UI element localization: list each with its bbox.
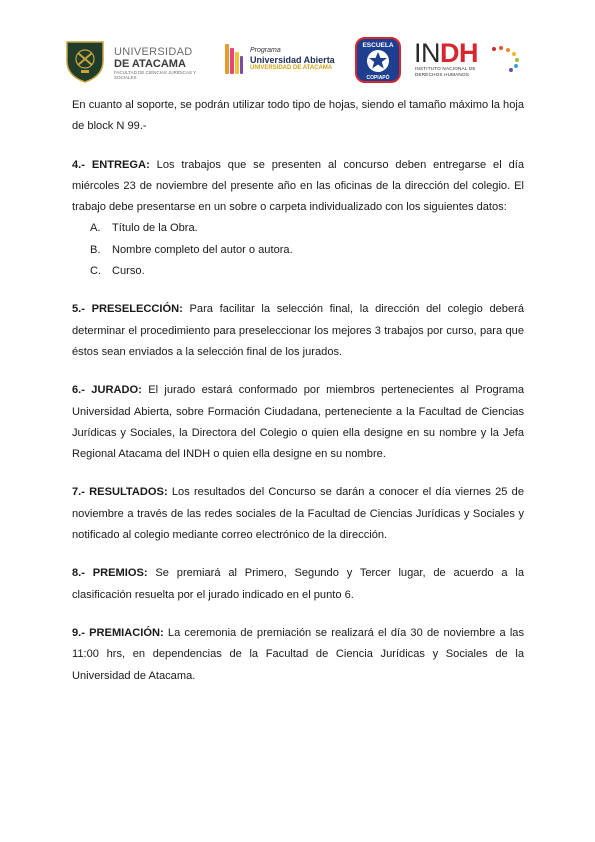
section-resultados — [72, 482, 524, 546]
ua-name-line2: DE ATACAMA — [114, 58, 186, 70]
escuela-top-text: ESCUELA — [362, 42, 394, 49]
escuela-bottom-text: COPIAPÓ — [366, 75, 390, 81]
section-heading: 7.- RESULTADOS: — [72, 486, 168, 499]
section-jurado — [72, 380, 524, 465]
section-heading: 9.- PREMIACIÓN: — [72, 626, 164, 639]
required-data-list — [72, 218, 524, 282]
list-item-text: Nombre completo del autor o autora. — [112, 243, 293, 256]
section-heading: 4.- ENTREGA: — [72, 158, 150, 171]
list-marker: B. — [90, 243, 101, 256]
pua-program-name: Universidad Abierta — [250, 55, 335, 65]
letterhead — [0, 34, 595, 86]
universidad-de-atacama-logo — [64, 39, 214, 83]
indh-sub-line2: DERECHOS HUMANOS — [415, 71, 469, 77]
indh-subtitle — [415, 66, 476, 77]
ua-name-line1: UNIVERSIDAD — [114, 46, 193, 58]
section-text: El jurado estará conformado por miembros pertenecientes al Programa Universidad Abierta, sobre Formación Ciudadana, perteneciente a la Facultad de Ciencias Jurídicas y Sociales, la Directora del Colegio o quien ella designe en su nombre y la Jefa Regional Atacama del INDH o quien ella designe en su nombre. — [72, 384, 524, 461]
pua-university: UNIVERSIDAD DE ATACAMA — [250, 65, 333, 71]
list-item-text: Curso. — [112, 265, 145, 278]
shield-icon — [64, 39, 106, 83]
section-text: Los resultados del Concurso se darán a conocer el día viernes 25 de noviembre a través de las redes sociales de la Facultad de Ciencias Jurídicas y Sociales y notificado al colegio mediante correo electrónico de la dirección. — [72, 486, 524, 542]
section-heading: 6.- JURADO: — [72, 384, 142, 397]
section-heading: 8.- PREMIOS: — [72, 567, 148, 580]
section-heading: 5.- PRESELECCIÓN: — [72, 303, 183, 316]
open-book-icon — [224, 42, 244, 76]
list-marker: A. — [90, 222, 101, 235]
intro-paragraph: En cuanto al soporte, se podrán utilizar todo tipo de hojas, siendo el tamaño máximo la hoja de block N 99.- — [72, 99, 524, 133]
section-text: La ceremonia de premiación se realizará el día 30 de noviembre a las 11:00 hrs, en dependencias de la Facultad de Ciencia Jurídicas y Sociales de la Universidad de Atacama. — [72, 626, 525, 682]
section-preseleccion — [72, 299, 524, 363]
indh-wordmark-right: DH — [440, 38, 478, 68]
section-text: Para facilitar la selección final, la dirección del colegio deberá determinar el procedimiento para preseleccionar los mejores 3 trabajos por curso, para que éstos sean enviados a la selección final de los jurados. — [72, 303, 524, 358]
list-item — [72, 218, 524, 239]
ua-faculty: FACULTAD DE CIENCIAS JURÍDICAS Y SOCIALES — [114, 70, 196, 80]
list-item — [72, 240, 524, 261]
list-item — [72, 261, 524, 282]
school-emblem-icon — [354, 36, 402, 84]
section-text: Los trabajos que se presenten al concurso deben entregarse el día miércoles 23 de noviembre del presente año en las oficinas de la dirección del colegio. El trabajo debe presentarse en un sobre o carpeta individualizado con los siguientes datos: — [72, 158, 524, 214]
list-marker: C. — [90, 265, 102, 278]
section-text: Se premiará al Primero, Segundo y Tercer lugar, de acuerdo a la clasificación resuelta por el jurado indicado en el punto 6. — [72, 567, 525, 601]
indh-logo — [414, 39, 524, 81]
list-item-text: Título de la Obra. — [112, 222, 198, 235]
escuela-copiapo-logo — [354, 36, 402, 84]
section-premiacion — [72, 623, 524, 687]
indh-wordmark — [414, 39, 478, 67]
indh-wordmark-left: IN — [414, 38, 440, 68]
programa-universidad-abierta-logo — [224, 40, 344, 80]
pua-program-label: Programa — [250, 47, 281, 54]
indh-sub-line1: INSTITUTO NACIONAL DE — [415, 66, 476, 71]
section-premios — [72, 563, 524, 606]
dots-arc-icon — [488, 45, 524, 73]
document-body — [72, 95, 524, 687]
section-entrega — [72, 155, 524, 283]
